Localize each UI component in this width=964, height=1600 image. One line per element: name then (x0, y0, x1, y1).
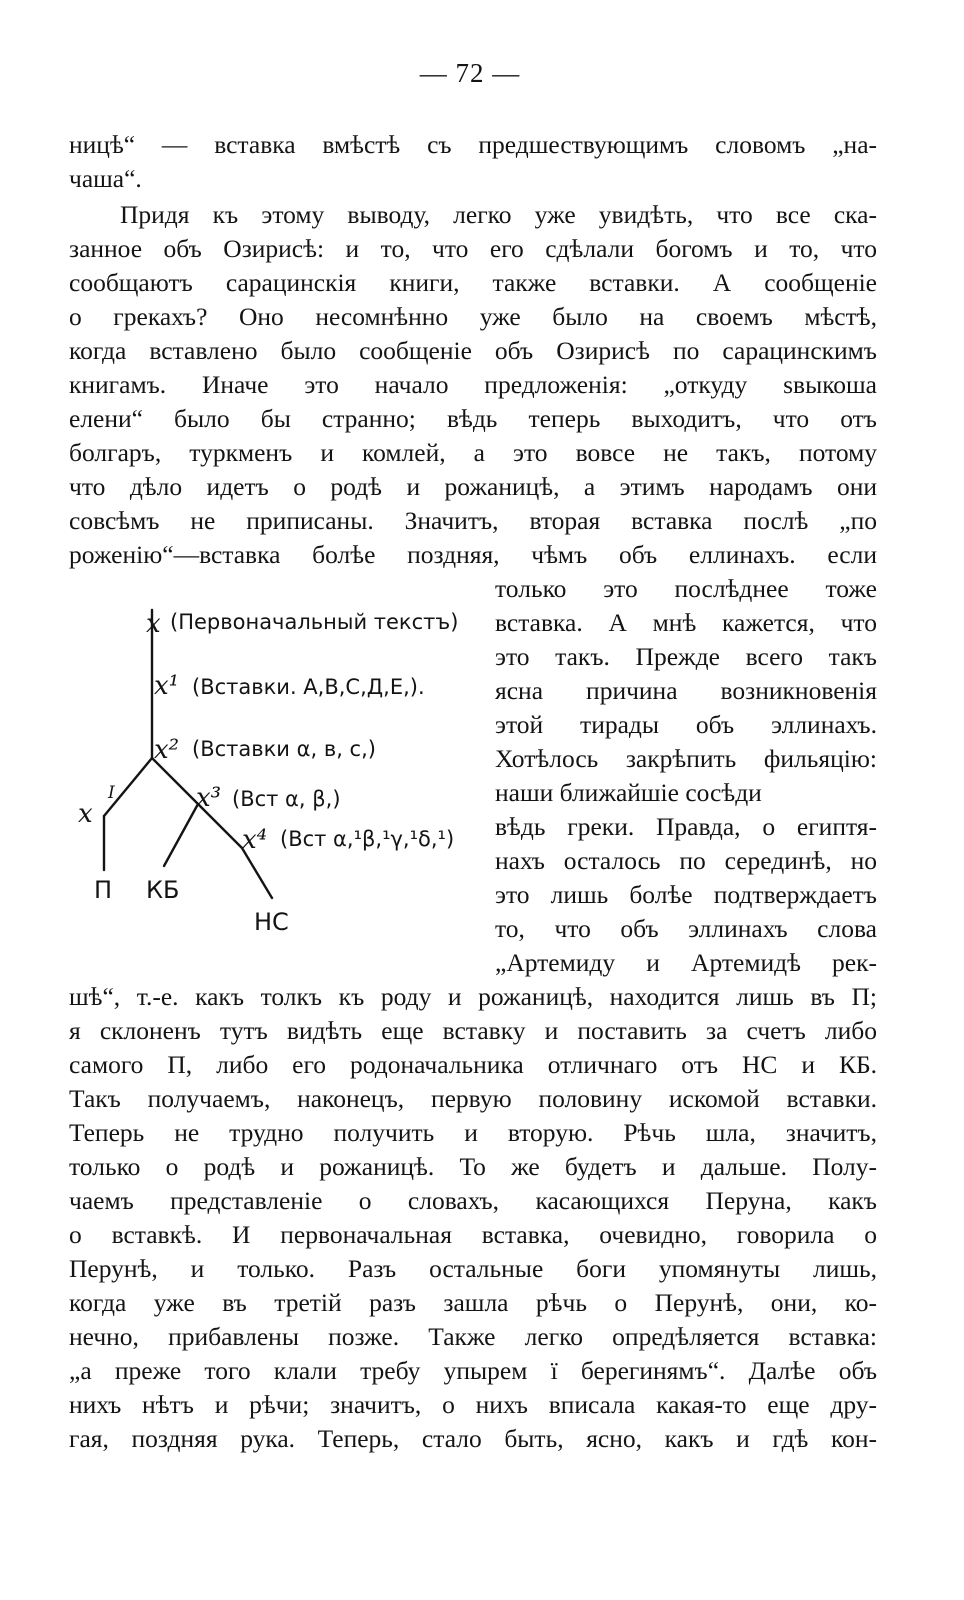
text-line: совсѣмъ не приписаны. Значитъ, вторая вставка послѣ „по (69, 506, 877, 535)
text-line: что дѣло идетъ о родѣ и рожаницѣ, а этимъ народамъ они (69, 472, 877, 501)
stemma-leaf-kb: КБ (146, 876, 180, 904)
stemma-node-x3-label: (Вст α, β,) (232, 787, 341, 811)
stemma-node-x2-label: (Вставки α, в, с,) (192, 737, 376, 761)
stemma-leaf-p: П (94, 876, 113, 904)
text-line: Такъ получаемъ, наконецъ, первую половину искомой вставки. (69, 1084, 877, 1113)
text-line: Придя къ этому выводу, легко уже увидѣть, что все ска- (120, 200, 877, 229)
manuscript-stemma-diagram (66, 598, 496, 948)
text-line: когда уже въ третій разъ зашла рѣчь о Перунѣ, они, ко- (69, 1288, 877, 1317)
text-line: болгаръ, туркменъ и комлей, а это вовсе не такъ, потому (69, 438, 877, 467)
text-line: только это послѣднее тоже (495, 574, 877, 603)
text-line: „а преже того клали требу упырем ї берегинямъ“. Далѣе объ (69, 1356, 877, 1385)
text-line: когда вставлено было сообщеніе объ Озирисѣ по сарацинскимъ (69, 336, 877, 365)
text-line: чаша“. (69, 164, 142, 193)
text-line: чаемъ представленіе о словахъ, касающихся Перуна, какъ (69, 1186, 877, 1215)
text-line: вставка. А мнѣ кажется, что (495, 608, 877, 637)
text-line: нихъ нѣтъ и рѣчи; значитъ, о нихъ вписала какая-то еще дру- (69, 1390, 877, 1419)
text-line: ницѣ“ — вставка вмѣстѣ съ предшествующимъ словомъ „на- (69, 130, 877, 159)
text-line: нахъ осталось по серединѣ, но (495, 846, 877, 875)
stemma-node-x1-label: (Вставки. А,В,С,Д,Е,). (192, 675, 425, 699)
text-line: елени“ было бы странно; вѣдь теперь выходитъ, что отъ (69, 404, 877, 433)
text-line: ясна причина возникновенія (495, 676, 877, 705)
text-line: это такъ. Прежде всего такъ (495, 642, 877, 671)
stemma-node-x3: x³ (196, 783, 222, 813)
stemma-node-xI-sup: I (108, 783, 115, 803)
stemma-node-x4-label: (Вст α,¹β,¹γ,¹δ,¹) (280, 827, 455, 851)
stemma-leaf-ns: НС (254, 908, 289, 936)
page-number: — 72 — (419, 58, 521, 88)
text-line: гая, поздняя рука. Теперь, стало быть, ясно, какъ и гдѣ кон- (69, 1424, 877, 1453)
text-line: книгамъ. Иначе это начало предложенія: „откуду ѕвыкоша (69, 370, 877, 399)
stemma-branch-kb (164, 804, 198, 866)
text-line: я склоненъ тутъ видѣть еще вставку и поставить за счетъ либо (69, 1016, 877, 1045)
text-line: вѣдь греки. Правда, о египтя- (495, 812, 877, 841)
text-line: роженію“—вставка болѣе поздняя, чѣмъ объ еллинахъ. если (69, 540, 877, 569)
text-line: сообщаютъ сарацинскія книги, также вставки. А сообщеніе (69, 268, 877, 297)
text-line: „Артемиду и Артемидѣ рек- (495, 948, 877, 977)
text-line: занное объ Озирисѣ: и то, что его сдѣлали богомъ и то, что (69, 234, 877, 263)
stemma-branch-ns (242, 848, 272, 898)
text-line: Теперь не трудно получить и вторую. Рѣчь шла, значитъ, (69, 1118, 877, 1147)
text-line: нечно, прибавлены позже. Также легко опредѣляется вставка: (69, 1322, 877, 1351)
text-line: Хотѣлось закрѣпить фильяцію: наши ближайшіе сосѣди (495, 744, 877, 807)
stemma-node-x: x (146, 609, 161, 639)
text-line: шѣ“, т.-е. какъ толкъ къ роду и рожаницѣ, находится лишь въ П; (69, 982, 877, 1011)
stemma-node-x2: x² (154, 735, 180, 765)
text-line: то, что объ эллинахъ слова (495, 914, 877, 943)
stemma-node-x-label: (Первоначальный текстъ) (170, 610, 459, 634)
stemma-node-x1: x¹ (154, 671, 180, 701)
text-line: самого П, либо его родоначальника отличнаго отъ НС и КБ. (69, 1050, 877, 1079)
text-line: о грекахъ? Оно несомнѣнно уже было на своемъ мѣстѣ, (69, 302, 877, 331)
text-line: этой тирады объ эллинахъ. (495, 710, 877, 739)
text-line: это лишь болѣе подтверждаетъ (495, 880, 877, 909)
text-line: только о родѣ и рожаницѣ. То же будетъ и дальше. Полу- (69, 1152, 877, 1181)
text-line: Перунѣ, и только. Разъ остальные боги упомянуты лишь, (69, 1254, 877, 1283)
stemma-node-x4: x⁴ (242, 825, 268, 855)
stemma-node-xI: x (78, 799, 93, 829)
text-line: о вставкѣ. И первоначальная вставка, очевидно, говорила о (69, 1220, 877, 1249)
